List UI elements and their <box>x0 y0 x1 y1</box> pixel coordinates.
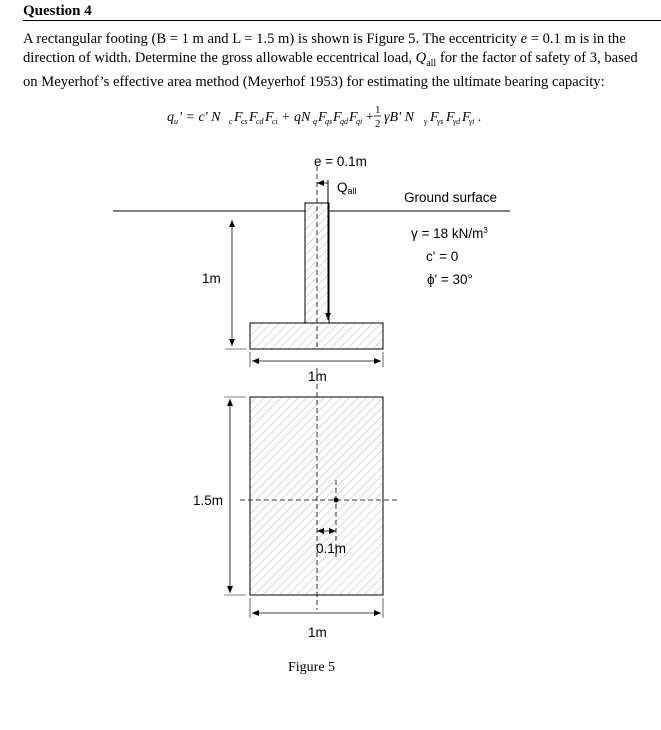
eq-f7-sub: γs <box>437 117 444 126</box>
eq-f4-sub: qs <box>325 117 333 126</box>
load-point <box>334 498 339 503</box>
body-q-symbol: Q <box>415 50 427 66</box>
eq-plus2: + <box>365 110 375 125</box>
question-title: Question 4 <box>23 3 92 19</box>
eq-f5: F <box>333 110 342 125</box>
body-line-2b: for the factor of safety of 3, based <box>436 50 638 66</box>
eq-qu: q <box>167 110 174 125</box>
eq-f2: F <box>249 110 258 125</box>
soil-friction-angle: ϕ' = 30° <box>427 272 473 287</box>
eq-f7: F <box>430 110 439 125</box>
eq-gamma-term: γB' N <box>384 110 414 125</box>
eq-f4: F <box>318 110 327 125</box>
body-line-1b: = 0.1 m is in the <box>527 31 626 47</box>
eq-f6: F <box>349 110 358 125</box>
eq-plus1: + qN <box>281 110 311 125</box>
eq-nc-sub: c <box>229 117 233 126</box>
eq-f9-sub: γi <box>469 117 475 126</box>
eq-f8-sub: γd <box>453 117 461 126</box>
footing-base <box>250 323 383 349</box>
eq-qu-sub: u <box>174 117 178 126</box>
eq-f1: F <box>234 110 243 125</box>
eq-f3-sub: ci <box>272 117 278 126</box>
eq-f5-sub: qd <box>340 117 348 126</box>
ground-surface-label: Ground surface <box>404 190 498 205</box>
body-line-3: on Meyerhof’s effective area method (Meyerhof 1953) for estimating the ultimate bearing capacity: <box>23 73 605 90</box>
eq-f2-sub: cd <box>256 117 264 126</box>
soil-cohesion: c' = 0 <box>426 249 459 264</box>
eq-f9: F <box>462 110 471 125</box>
eq-f8: F <box>446 110 455 125</box>
eq-frac-num: 1 <box>375 104 381 116</box>
body-line-2a: direction of width. Determine the gross allowable eccentrical load, <box>23 50 416 66</box>
soil-unit-weight: γ = 18 $kN/m^3$ <box>411 226 488 241</box>
width-label-top: 1m <box>308 369 327 384</box>
eq-frac-den: 2 <box>375 118 381 130</box>
figure-caption: Figure 5 <box>288 660 336 675</box>
eq-end: . <box>478 110 482 125</box>
eq-f3: F <box>265 110 274 125</box>
footing-plan <box>250 397 383 595</box>
eq-ngamma-sub: γ <box>424 117 428 126</box>
eq-nq-sub: q <box>313 117 317 126</box>
body-line-1a: A rectangular footing (B = 1 m and L = 1.5 m) is shown is Figure 5. The eccentricity <box>23 31 521 47</box>
eq-part2: ' = c' N <box>179 110 221 125</box>
eccentricity-label: e = 0.1m <box>314 154 367 169</box>
length-label: 1.5m <box>193 493 224 508</box>
width-label-bottom: 1m <box>308 625 327 640</box>
eq-f1-sub: cs <box>241 117 248 126</box>
load-label: Qall <box>337 180 357 196</box>
body-q-subscript: all <box>426 57 437 69</box>
depth-label: 1m <box>202 271 221 286</box>
eq-f6-sub: qi <box>356 117 363 126</box>
body-e-symbol: e <box>520 31 528 47</box>
offset-label: 0.1m <box>316 541 347 556</box>
